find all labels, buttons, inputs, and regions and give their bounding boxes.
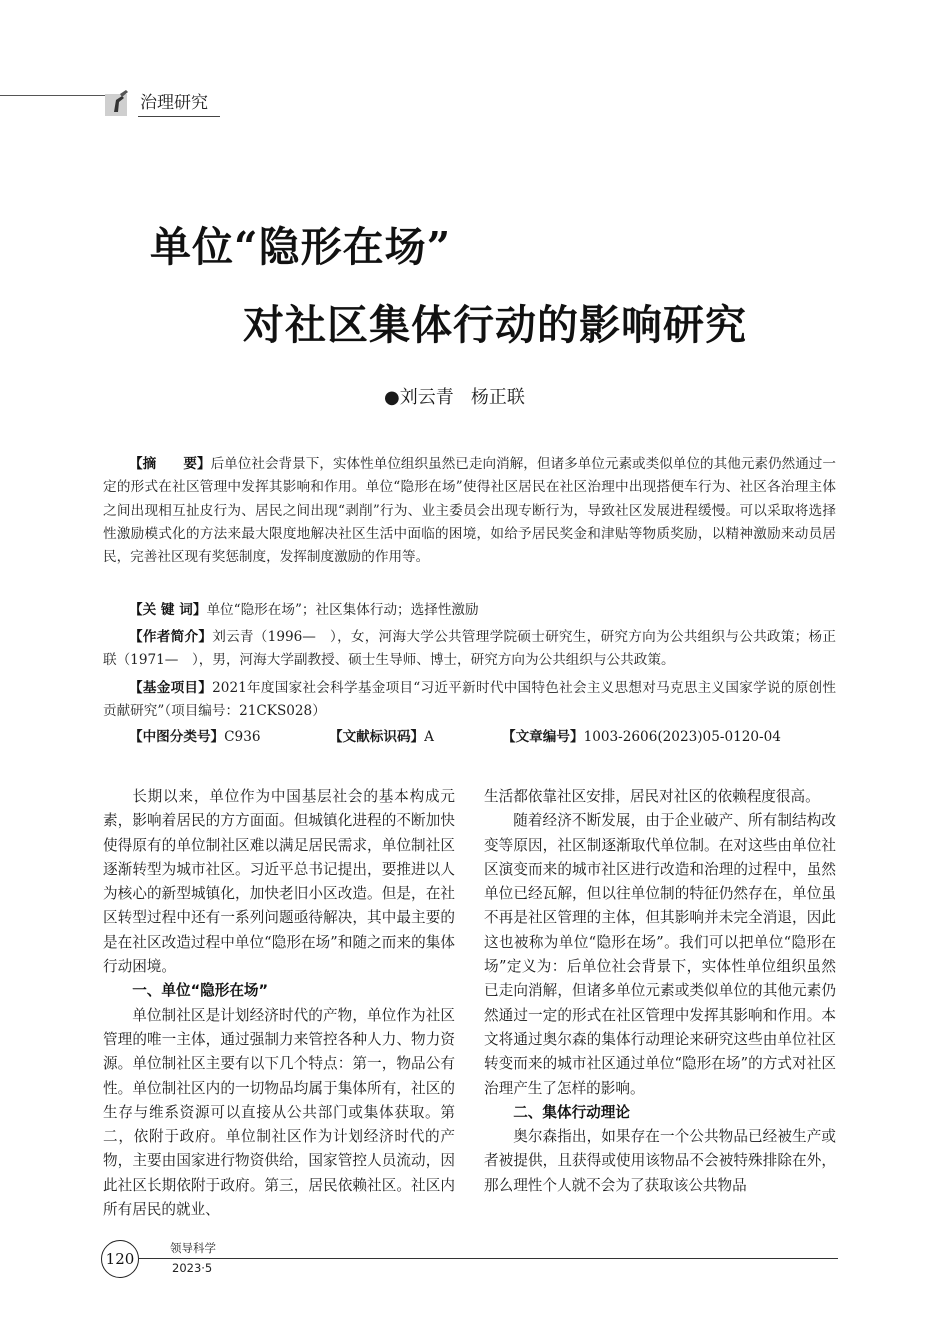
paragraph: 长期以来，单位作为中国基层社会的基本构成元素，影响着居民的方方面面。但城镇化进程的不断加快使得原有的单位制社区难以满足居民需求，单位制社区逐渐转型为城市社区。习近平总书记提出，要推进以人为核心的新型城镇化，加快老旧小区改造。但是，在社区转型过程中还有一系列问题亟待解决，其中最主要的是在社区改造过程中单位“隐形在场”和随之而来的集体行动困境。: [103, 788, 455, 976]
classification-row: [129, 726, 829, 750]
header-rule: [0, 95, 108, 96]
section-title: 治理研究: [140, 93, 208, 113]
clc-label: 【中图分类号】: [129, 729, 225, 745]
fund-label: 【基金项目】: [129, 680, 213, 696]
abstract: [103, 453, 836, 569]
section-underline: [138, 116, 220, 117]
paragraph: 随着经济不断发展，由于企业破产、所有制结构改变等原因，社区制逐渐取代单位制。在对这些由单位社区演变而来的城市社区进行改造和治理的过程中，虽然单位已经瓦解，但以往单位制的特征仍然存在，单位虽不再是社区管理的主体，但其影响并未完全消退，因此这也被称为单位“隐形在场”。我们可以把单位“隐形在场”定义为：后单位社会背景下，实体性单位组织虽然已走向消解，但诸多单位元素或类似单位的其他元素仍然通过一定的形式在社区管理中发挥其影响和作用。本文将通过奥尔森的集体行动理论来研究这些由单位社区转变而来的城市社区通过单位“隐形在场”的方式对社区治理产生了怎样的影响。: [484, 812, 836, 1097]
journal-issue: 2023·5: [172, 1261, 213, 1275]
author-bio-text: 刘云青（1996— ），女，河海大学公共管理学院硕士研究生，研究方向为公共组织与公共政策；杨正联（1971— ），男，河海大学副教授、硕士生导师、博士，研究方向为公共组织与公共政策。: [103, 629, 836, 669]
journal-name: 领导科学: [170, 1241, 216, 1255]
author-line: [384, 386, 525, 410]
author-names: 刘云青 杨正联: [399, 387, 525, 408]
author-bio: [103, 626, 836, 673]
paragraph: 单位制社区是计划经济时代的产物，单位作为社区管理的唯一主体，通过强制力来管控各种人力、物力资源。单位制社区主要有以下几个特点：第一，物品公有性。单位制社区内的一切物品均属于集体所有，社区的生存与维系资源可以直接从公共部门或集体获取。第二，依附于政府。单位制社区作为计划经济时代的产物，主要由国家进行物资供给，国家管控人员流动，因此社区长期依附于政府。第三，居民依赖社区。社区内所有居民的就业、: [103, 1006, 455, 1219]
article-value: 1003-2606(2023)05-0120-04: [583, 729, 781, 745]
paragraph-continued: 生活都依靠社区安排，居民对社区的依赖程度很高。: [484, 788, 820, 805]
section-heading-2: 二、集体行动理论: [513, 1103, 630, 1121]
document-code: [329, 726, 434, 749]
paragraph: 奥尔森指出，如果存在一个公共物品已经被生产或者被提供，且获得或使用该物品不会被特殊排除在外，那么理性个人就不会为了获取该公共物品: [484, 1128, 836, 1194]
page-number: 120: [105, 1250, 135, 1268]
fund-info: [103, 677, 836, 724]
abstract-text: 后单位社会背景下，实体性单位组织虽然已走向消解，但诸多单位元素或类似单位的其他元素仍然通过一定的形式在社区管理中发挥其影响和作用。单位“隐形在场”使得社区居民在社区治理中出现搭便车行为、社区各治理主体之间出现相互扯皮行为、居民之间出现“剥削”行为、业主委员会出现专断行为，导致社区发展进程缓慢。可以采取将选择性激励模式化的方法来最大限度地解决社区生活中面临的困境，如给予居民奖金和津贴等物质奖励，以精神激励来动员居民，完善社区现有奖惩制度，发挥制度激励的作用等。: [103, 456, 836, 566]
section-heading-1: 一、单位“隐形在场”: [132, 982, 269, 1000]
doc-value: A: [424, 729, 434, 745]
section-logo-icon: [104, 88, 134, 118]
doc-label: 【文献标识码】: [329, 729, 425, 745]
author-bio-label: 【作者简介】: [129, 629, 213, 645]
body-column-left: [103, 785, 455, 1222]
article-title-line-2: 对社区集体行动的影响研究: [243, 301, 747, 349]
clc-value: C936: [224, 729, 261, 745]
keywords-label: 【关 键 词】: [129, 602, 207, 618]
article-number: [502, 726, 781, 749]
article-label: 【文章编号】: [502, 729, 584, 745]
fund-text: 2021年度国家社会科学基金项目“习近平新时代中国特色社会主义思想对马克思主义国家学说的原创性贡献研究”（项目编号：21CKS028）: [103, 680, 837, 720]
clc-number: [129, 726, 261, 749]
article-title-line-1: 单位“隐形在场”: [150, 223, 452, 271]
keywords: [103, 599, 836, 622]
abstract-label: 【摘 要】: [129, 456, 211, 472]
body-column-right: [484, 785, 836, 1198]
bullet-icon: ●: [384, 387, 400, 408]
keywords-text: 单位“隐形在场”；社区集体行动；选择性激励: [206, 602, 479, 618]
footer-rule: [138, 1258, 838, 1259]
